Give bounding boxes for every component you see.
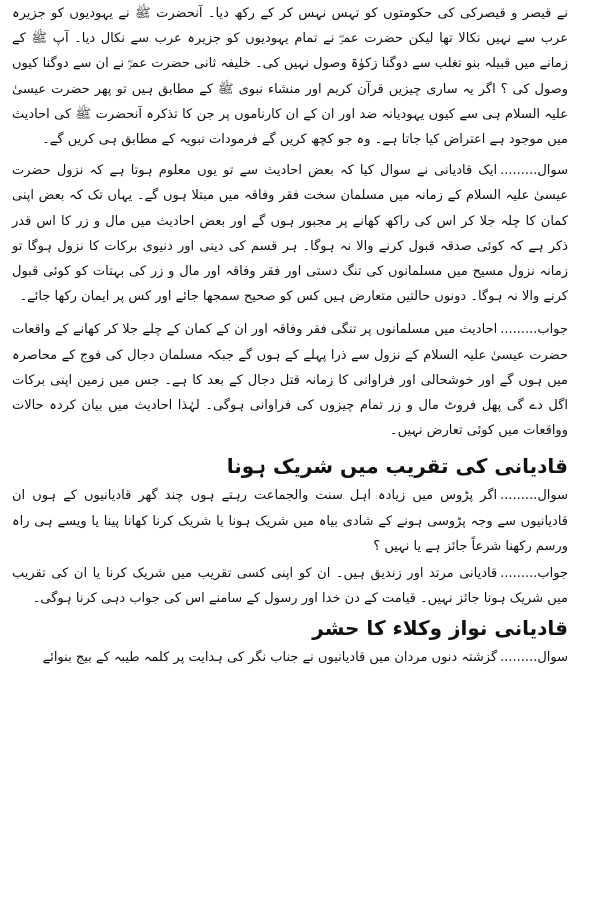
question-paragraph: [12, 158, 568, 309]
question-label: سوال.........: [500, 163, 568, 179]
question-text: گزشتہ دنوں مردان میں قادیانیوں نے جناب نگر کی ہدایت پر کلمہ طیبہ کے بیج بنوائے: [42, 650, 498, 666]
answer-paragraph: [12, 317, 568, 443]
answer-label: جواب.........: [500, 566, 568, 582]
question-paragraph-lawyers: [12, 645, 568, 670]
answer-text: احادیث میں مسلمانوں پر تنگی فقر وفاقہ اور ان کے کمان کے چلے جلا کر کھانے کے واقعات حضرت عیسیٰ علیہ السلام کے نزول سے ذرا پہلے کے ہوں گے جبکہ مسلمان دجال کی فوج کے محاصرہ میں ہوں گے اور خوشحالی اور فراوانی کا زمانہ قتل دجال کے بعد کا ہے۔ جس میں زمین اپنی برکات اگل دے گی پھل فروٹ مال و زر تمام چیزوں کی فراوانی ہوگی۔ لہٰذا احادیث میں بیان کردہ حالات وواقعات میں کوئی تعارض نہیں۔: [12, 322, 568, 439]
question-label: سوال.........: [500, 488, 568, 504]
answer-label: جواب.........: [500, 322, 568, 338]
question-paragraph-ceremony: [12, 483, 568, 559]
section-heading-ceremony: قادیانی کی تقریب میں شریک ہونا: [226, 454, 568, 479]
answer-paragraph-ceremony: [12, 561, 568, 611]
section-heading-lawyers: قادیانی نواز وکلاء کا حشر: [312, 616, 568, 641]
question-label: سوال.........: [500, 650, 568, 666]
intro-paragraph: نے قیصر و قیصرکی کی حکومتوں کو تہس نہس کر کے رکھ دیا۔ آنحضرت ﷺ نے یہودیوں کو جزیرہ عرب سے نہیں نکالا تھا لیکن حضرت عمرؓ نے تمام یہودیوں کو جزیرہ عرب سے نکال دیا۔ آپ ﷺ کے زمانے میں قبیلہ بنو تغلب سے دوگنا زکوٰۃ وصول نہیں کی۔ خلیفہ ثانی حضرت عمرؓ نے ان سے دوگنا کیوں وصول کی ؟ اگر یہ ساری چیزیں قرآن کریم اور منشاء نبوی ﷺ کے مطابق ہیں تو پھر حضرت عیسیٰ علیہ السلام ہی سے کیوں یہودیانہ ضد اور ان کے ان کارناموں پر جن کا تذکرہ آنحضرت ﷺ کی احادیث میں موجود ہے اعتراض کیا جاتا ہے۔ وہ جو کچھ کریں گے فرمودات نبویہ کے مطابق ہی کریں گے۔: [12, 6, 568, 148]
question-text: اگر پڑوس میں زیادہ اہل سنت والجماعت رہتے ہوں چند گھر قادیانیوں کے ہوں ان قادیانیوں سے وجہ پڑوسی ہونے کے شادی بیاہ میں شریک ہونا یا شریک کرنا کھانا پینا یا ویسے ہی راہ ورسم رکھنا شرعاً جائز ہے یا نہیں ؟: [12, 488, 568, 554]
question-text: ایک قادیانی نے سوال کیا کہ بعض احادیث سے تو یوں معلوم ہوتا ہے کہ نزول حضرت عیسیٰ علیہ السلام کے زمانہ میں مسلمان سخت فقر وفاقہ میں مبتلا ہوں گے۔ یہاں تک کہ بعض اپنی کمان کا چلہ جلا کر اس کی راکھ کھانے پر مجبور ہوں گے اور بعض احادیث میں مال و زر کا اس قدر ذکر ہے کہ کوئی صدقہ قبول کرنے والا نہ ہوگا۔ ہر قسم کی دینی اور دنیوی برکات کا نزول ہوگا تو زمانہ نزول مسیح میں مسلمانوں کی تنگ دستی اور فقر وفاقہ اور مال و زر کی بہتات کو کوئی قبول کرنے والا نہ ہوگا۔ دونوں حالتیں متعارض ہیں کس کو صحیح سمجھا جائے اور کس پر ایمان رکھا جائے۔: [12, 163, 568, 305]
answer-text: قادیانی مرتد اور زندیق ہیں۔ ان کو اپنی کسی تقریب میں شریک کرنا یا ان کی تقریب میں شریک ہونا جائز نہیں۔ قیامت کے دن خدا اور رسول کے سامنے اس کی جواب دہی کرنا ہوگی۔: [12, 566, 568, 607]
document-page: [0, 1, 590, 902]
